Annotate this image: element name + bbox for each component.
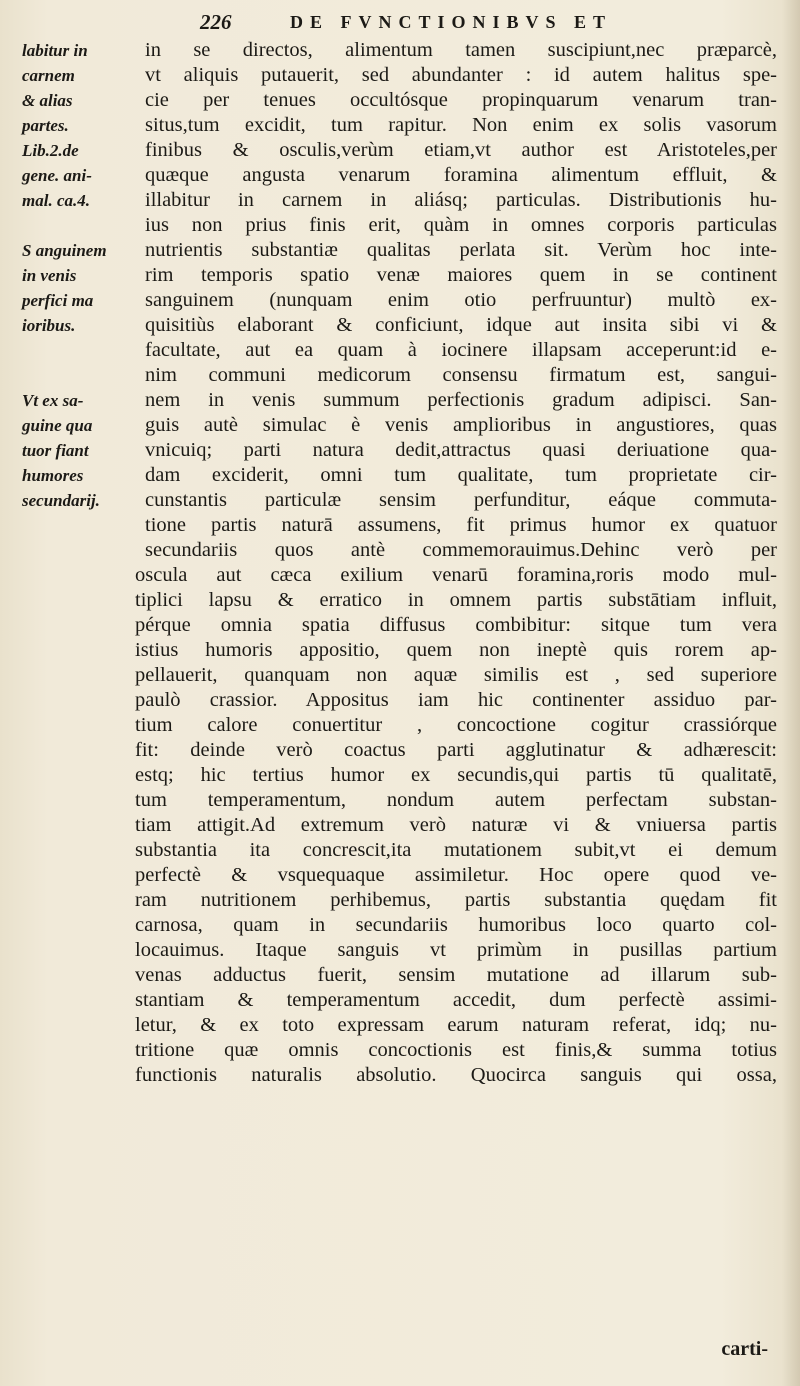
- margin-note: gene. ani-: [22, 166, 92, 185]
- text-line: substantia ita concrescit,ita mutationem subit,vt ei demum: [135, 839, 777, 861]
- page-header: [0, 6, 800, 40]
- margin-note: Lib.2.de: [22, 141, 79, 160]
- page-number: 226: [200, 10, 232, 34]
- text-line: oscula aut cæca exilium venarū foramina,roris modo mul-: [135, 564, 777, 586]
- margin-note: tuor fiant: [22, 441, 89, 460]
- text-line: tione partis naturā assumens, fit primus humor ex quatuor: [145, 514, 777, 536]
- text-line: quisitiùs elaborant & conficiunt, idque aut insita sibi vi &: [145, 314, 777, 336]
- text-line: vt aliquis putauerit, sed abundanter : id autem halitus spe-: [145, 64, 777, 86]
- text-line: estq; hic tertius humor ex secundis,qui partis tū qualitatē,: [135, 764, 777, 786]
- margin-note: perfici ma: [22, 291, 94, 310]
- spine-shadow: [782, 0, 800, 1386]
- margin-note: & alias: [22, 91, 73, 110]
- text-line: situs,tum excidit, tum rapitur. Non enim ex solis vasorum: [145, 114, 777, 136]
- text-line: sanguinem (nunquam enim otio perfruuntur) multò ex-: [145, 289, 777, 311]
- text-line: secundariis quos antè commemorauimus.Dehinc verò per: [145, 539, 777, 561]
- text-line: paulò crassior. Appositus iam hic continenter assiduo par-: [135, 689, 777, 711]
- text-line: venas adductus fuerit, sensim mutatione ad illarum sub-: [135, 964, 777, 986]
- margin-note: mal. ca.4.: [22, 191, 90, 210]
- text-line: locauimus. Itaque sanguis vt primùm in pusillas partium: [135, 939, 777, 961]
- text-line: cunstantis particulæ sensim perfunditur, eáque commuta-: [145, 489, 777, 511]
- text-line: tum temperamentum, nondum autem perfectam substan-: [135, 789, 777, 811]
- margin-note: guine qua: [22, 416, 93, 435]
- text-line: vnicuiq; parti natura dedit,attractus quasi deriuatione qua-: [145, 439, 777, 461]
- text-line: ram nutritionem perhibemus, partis substantia quędam fit: [135, 889, 777, 911]
- running-title: DE FVNCTIONIBVS ET: [290, 12, 613, 32]
- text-line: tiplici lapsu & erratico in omnem partis substātiam influit,: [135, 589, 777, 611]
- margin-note: secundarij.: [22, 491, 100, 510]
- text-line: functionis naturalis absolutio. Quocirca sanguis qui ossa,: [135, 1064, 777, 1086]
- text-line: istius humoris appositio, quem non ineptè quis rorem ap-: [135, 639, 777, 661]
- text-line: illabitur in carnem in aliásq; particulas. Distributionis hu-: [145, 189, 777, 211]
- margin-note: partes.: [22, 116, 69, 135]
- text-line: finibus & osculis,verùm etiam,vt author est Aristoteles,per: [145, 139, 777, 161]
- margin-note: S anguinem: [22, 241, 107, 260]
- text-line: carnosa, quam in secundariis humoribus loco quarto col-: [135, 914, 777, 936]
- text-line: perfectè & vsquequaque assimiletur. Hoc opere quod ve-: [135, 864, 777, 886]
- text-line: tium calore conuertitur , concoctione cogitur crassiórque: [135, 714, 777, 736]
- margin-note: labitur in: [22, 41, 88, 60]
- text-line: dam exciderit, omni tum qualitate, tum proprietate cir-: [145, 464, 777, 486]
- text-line: pellauerit, quanquam non aquæ similis est , sed superiore: [135, 664, 777, 686]
- margin-note: Vt ex sa-: [22, 391, 84, 410]
- text-line: letur, & ex toto expressam earum naturam referat, idq; nu-: [135, 1014, 777, 1036]
- margin-note: humores: [22, 466, 84, 485]
- margin-note: ioribus.: [22, 316, 76, 335]
- text-line: in se directos, alimentum tamen suscipiunt,nec præparcè,: [145, 39, 777, 61]
- margin-note: [22, 213, 142, 238]
- text-line: guis autè simulac è venis amplioribus in angustiores, quas: [145, 414, 777, 436]
- margin-notes: [22, 38, 142, 513]
- margin-note: in venis: [22, 266, 77, 285]
- margin-note: [22, 363, 142, 388]
- margin-note: carnem: [22, 66, 75, 85]
- text-line: tiam attigit.Ad extremum verò naturæ vi & vniuersa partis: [135, 814, 777, 836]
- text-line: cie per tenues occultósque propinquarum venarum tran-: [145, 89, 777, 111]
- text-line: rim temporis spatio venæ maiores quem in se continent: [145, 264, 777, 286]
- text-line: nem in venis summum perfectionis gradum adipisci. San-: [145, 389, 777, 411]
- text-line: fit: deinde verò coactus parti agglutinatur & adhærescit:: [135, 739, 777, 761]
- text-line: nim communi medicorum consensu firmatum est, sangui-: [145, 364, 777, 386]
- text-line: stantiam & temperamentum accedit, dum perfectè assimi-: [135, 989, 777, 1011]
- catchword: carti-: [721, 1338, 768, 1360]
- margin-note: [22, 338, 142, 363]
- text-line: facultate, aut ea quam à iocinere illapsam acceperunt:id e-: [145, 339, 777, 361]
- text-line: ius non prius finis erit, quàm in omnes corporis particulas: [145, 214, 777, 236]
- body-text: [135, 38, 777, 1088]
- text-line: quæque angusta venarum foramina alimentum effluit, &: [145, 164, 777, 186]
- text-line: pérque omnia spatia diffusus combibitur: sitque tum vera: [135, 614, 777, 636]
- text-line: nutrientis substantiæ qualitas perlata sit. Verùm hoc inte-: [145, 239, 777, 261]
- text-line: tritione quæ omnis concoctionis est finis,& summa totius: [135, 1039, 777, 1061]
